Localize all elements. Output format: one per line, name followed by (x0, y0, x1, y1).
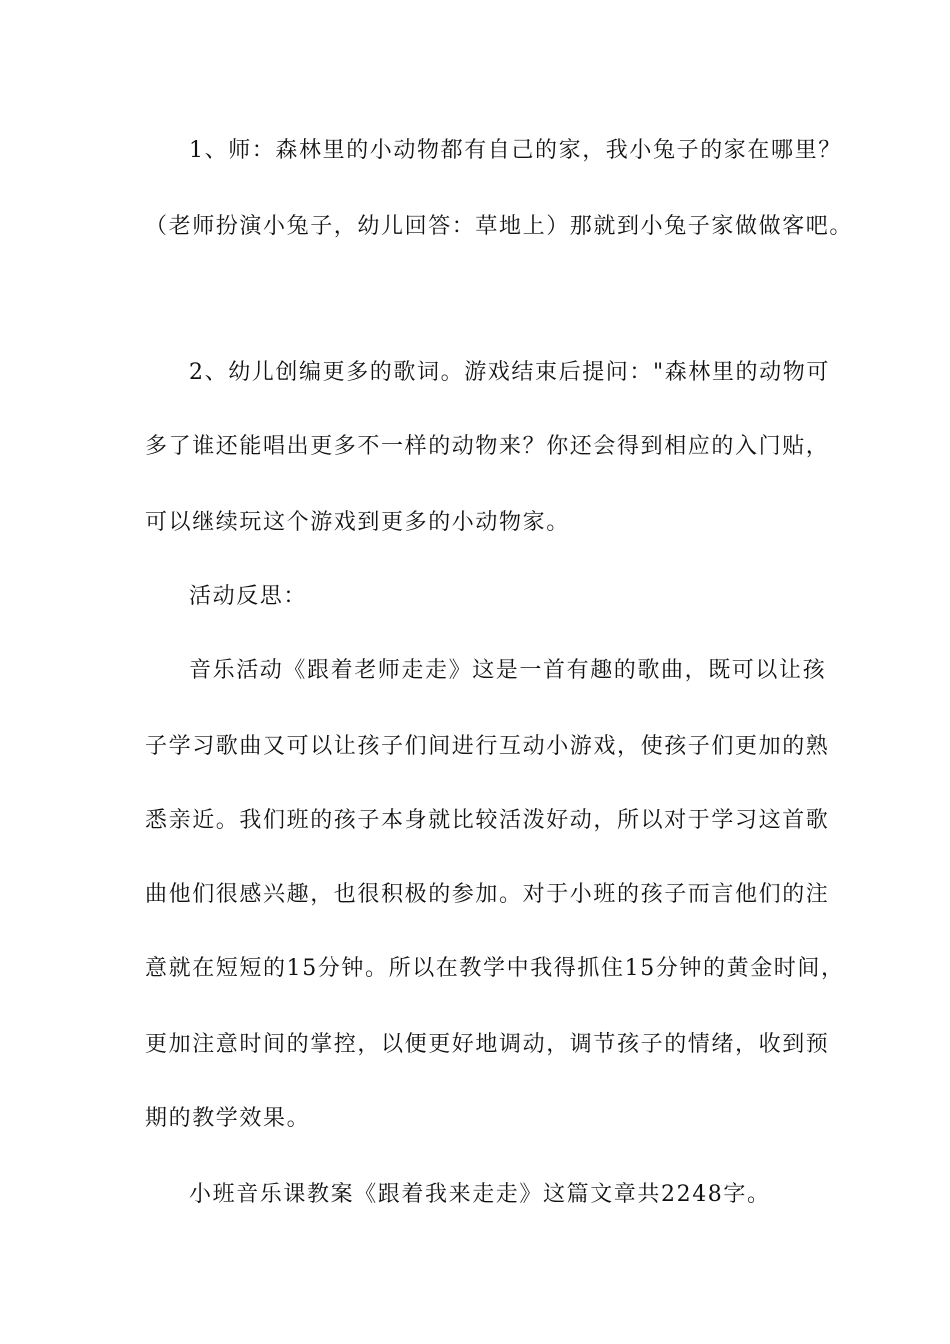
reflection-line-6: 更加注意时间的掌控，以便更好地调动，调节孩子的情绪，收到预 (145, 1032, 830, 1057)
paragraph-2-line-1: 2、幼儿创编更多的歌词。游戏结束后提问："森林里的动物可 (189, 360, 830, 385)
reflection-line-7: 期的教学效果。 (145, 1106, 311, 1131)
reflection-line-1: 音乐活动《跟着老师走走》这是一首有趣的歌曲，既可以让孩 (189, 658, 827, 683)
reflection-line-2: 子学习歌曲又可以让孩子们间进行互动小游戏，使孩子们更加的熟 (145, 734, 830, 759)
paragraph-1-line-1: 1、师：森林里的小动物都有自己的家，我小兔子的家在哪里？ (189, 138, 842, 163)
article-summary: 小班音乐课教案《跟着我来走走》这篇文章共2248字。 (189, 1182, 771, 1207)
reflection-line-5: 意就在短短的15分钟。所以在教学中我得抓住15分钟的黄金时间， (145, 956, 845, 981)
paragraph-2-line-3: 可以继续玩这个游戏到更多的小动物家。 (145, 510, 570, 535)
reflection-line-3: 悉亲近。我们班的孩子本身就比较活泼好动，所以对于学习这首歌 (145, 808, 830, 833)
paragraph-2-line-2: 多了谁还能唱出更多不一样的动物来？你还会得到相应的入门贴， (145, 434, 830, 459)
section-heading: 活动反思： (189, 584, 308, 609)
reflection-line-4: 曲他们很感兴趣，也很积极的参加。对于小班的孩子而言他们的注 (145, 882, 830, 907)
paragraph-1-line-2: （老师扮演小兔子，幼儿回答：草地上）那就到小兔子家做做客吧。 (145, 214, 854, 239)
